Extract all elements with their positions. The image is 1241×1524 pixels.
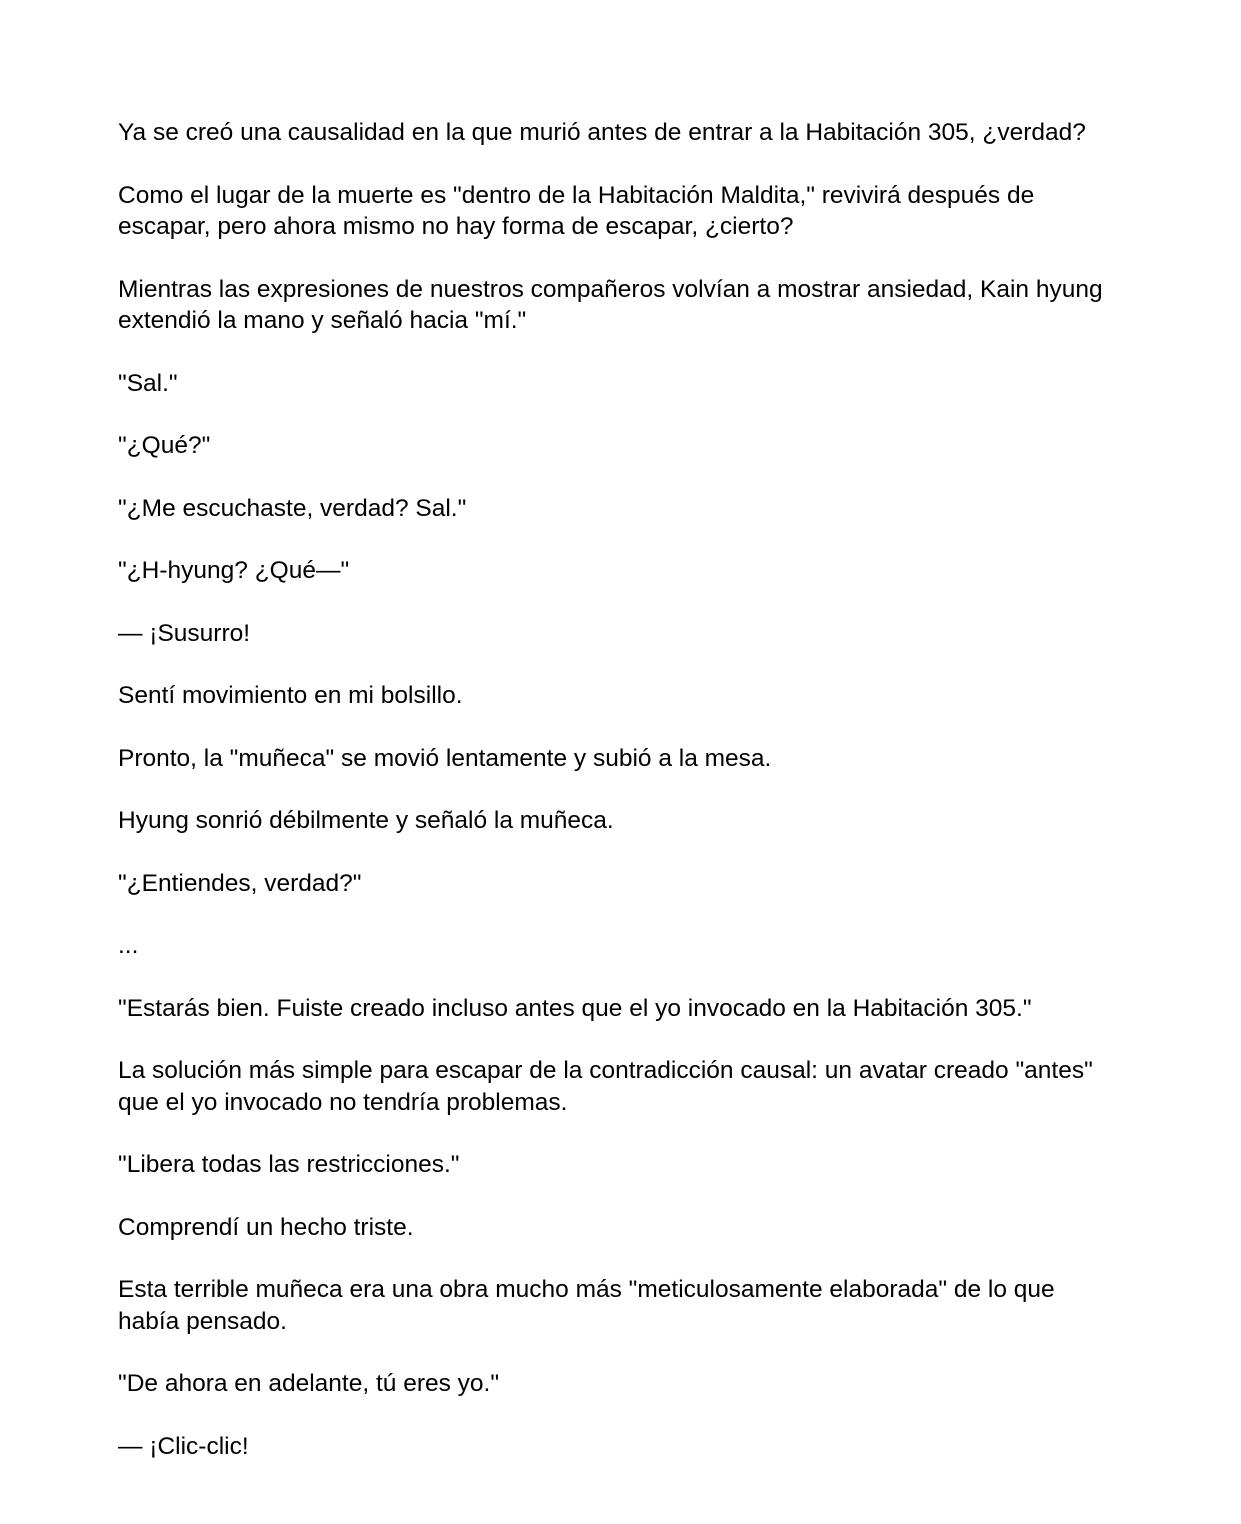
paragraph-6: "¿Me escuchaste, verdad? Sal."	[118, 494, 467, 522]
paragraph-3: Mientras las expresiones de nuestros compañeros volvían a mostrar ansiedad, Kain hyung extendió la mano y señaló hacia "mí."	[118, 275, 1103, 334]
paragraph-18: Esta terrible muñeca era una obra mucho más "meticulosamente elaborada" de lo que había pensado.	[118, 1276, 1055, 1335]
paragraph-12: "¿Entiendes, verdad?"	[118, 869, 362, 897]
paragraph-5: "¿Qué?"	[118, 432, 211, 459]
paragraph-7: "¿H-hyung? ¿Qué—"	[118, 557, 350, 584]
paragraph-14: "Estarás bien. Fuiste creado incluso antes que el yo invocado en la Habitación 305."	[118, 994, 1032, 1022]
paragraph-15: La solución más simple para escapar de la contradicción causal: un avatar creado "antes" que el yo invocado no tendría problemas.	[118, 1057, 1093, 1116]
paragraph-9: Sentí movimiento en mi bolsillo.	[118, 682, 463, 709]
paragraph-10: Pronto, la "muñeca" se movió lentamente y subió a la mesa.	[118, 744, 772, 772]
paragraph-16: "Libera todas las restricciones."	[118, 1151, 460, 1178]
paragraph-17: Comprendí un hecho triste.	[118, 1213, 414, 1241]
paragraph-1: Ya se creó una causalidad en la que murió antes de entrar a la Habitación 305, ¿verdad?	[118, 119, 1086, 146]
paragraph-19: "De ahora en adelante, tú eres yo."	[118, 1370, 500, 1397]
paragraph-8: — ¡Susurro!	[118, 619, 251, 647]
paragraph-4: "Sal."	[118, 369, 178, 397]
paragraph-11: Hyung sonrió débilmente y señaló la muñeca.	[118, 807, 614, 834]
paragraph-13: ...	[118, 932, 139, 959]
document-page	[118, 117, 1118, 1493]
paragraph-2: Como el lugar de la muerte es "dentro de la Habitación Maldita," revivirá después de escapar, pero ahora mismo no hay forma de escapar, ¿cierto?	[118, 181, 1035, 240]
paragraph-20: — ¡Clic-clic!	[118, 1432, 249, 1460]
